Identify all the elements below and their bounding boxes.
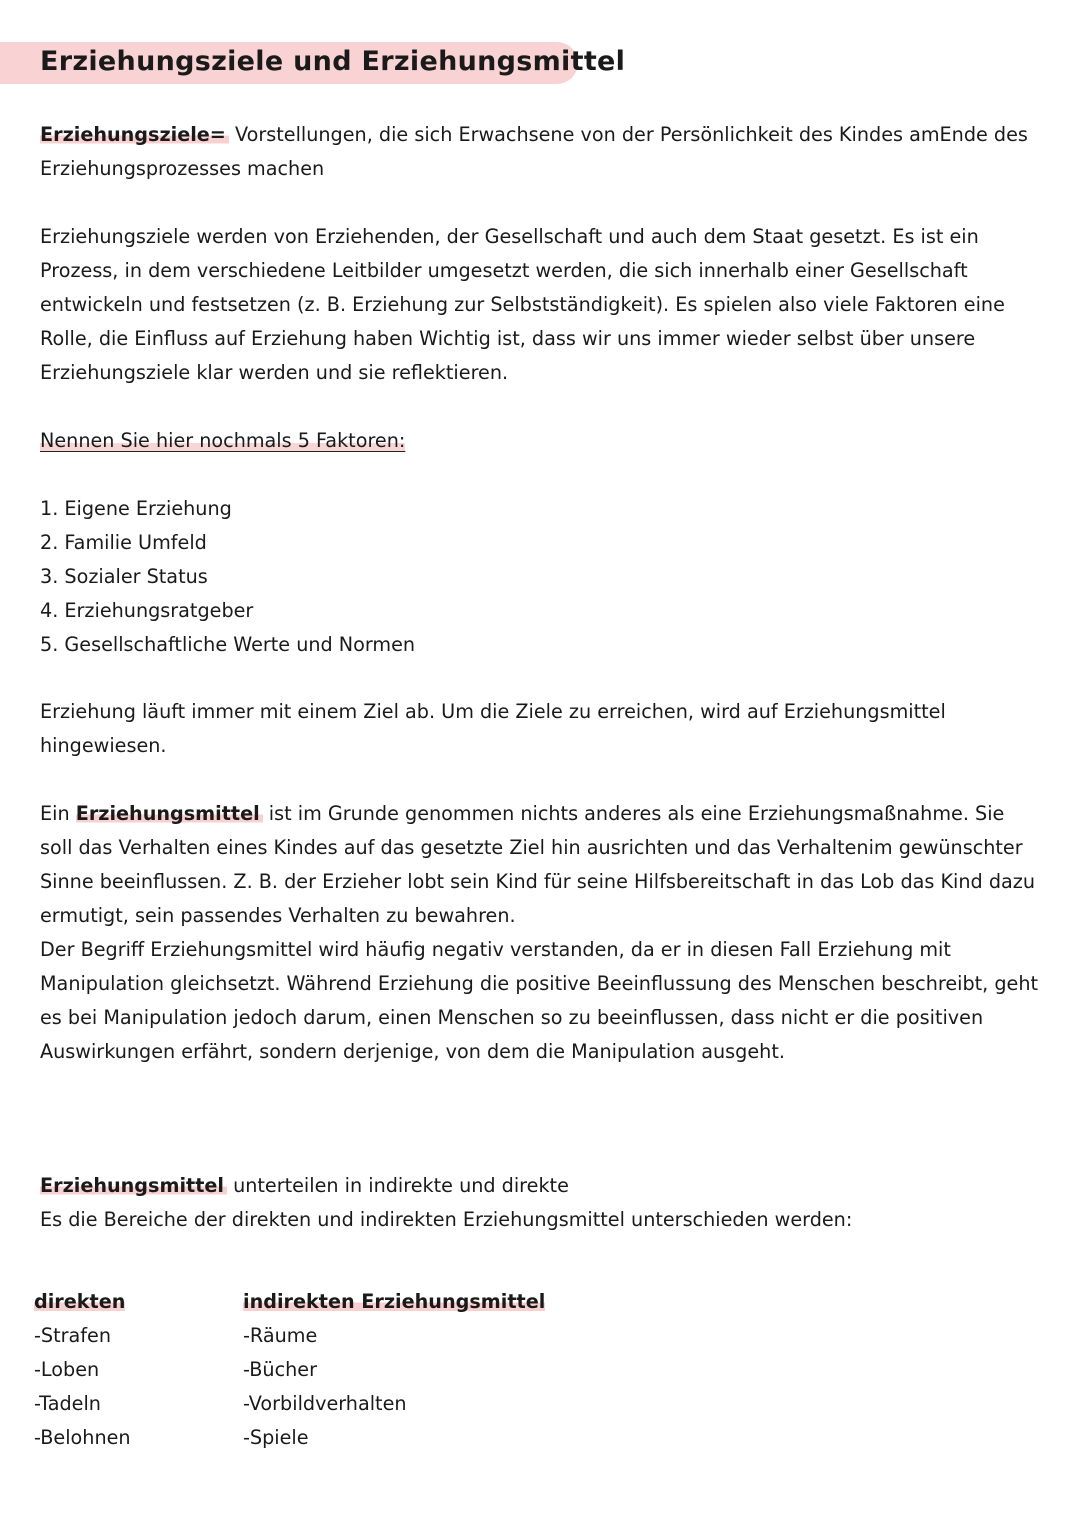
division-line2: Es die Bereiche der direkten und indirekten Erziehungsmittel unterschieden werden: — [40, 1208, 853, 1231]
list-item: -Strafen — [34, 1324, 111, 1347]
definition-text: Vorstellungen, die sich Erwachsene von der Persönlichkeit des Kindes amEnde des Erziehungsprozesses machen — [40, 123, 1028, 180]
list-item: -Belohnen — [34, 1426, 131, 1449]
factors-heading: Nennen Sie hier nochmals 5 Faktoren: — [40, 429, 406, 452]
paragraph-goal-means-text: Erziehung läuft immer mit einem Ziel ab. Um die Ziele zu erreichen, wird auf Erziehungsmittel hingewiesen. — [40, 700, 946, 757]
paragraph-division — [40, 1169, 1040, 1237]
list-item: -Bücher — [243, 1358, 317, 1381]
paragraph-goals — [40, 220, 1040, 390]
factors-heading-block — [40, 424, 1040, 458]
page-title: Erziehungsziele und Erziehungsmittel — [40, 46, 626, 77]
direct-heading: direkten — [34, 1290, 126, 1313]
paragraph-prefix: Ein — [40, 802, 76, 825]
direct-column — [34, 1285, 224, 1455]
paragraph-manipulation: Der Begriff Erziehungsmittel wird häufig negativ verstanden, da er in diesen Fall Erziehung mit Manipulation gleichsetzt. Während Erziehung die positive Beeinflussung des Menschen beschreibt, geht es bei Manipulation jedoch darum, einen Menschen so zu beeinflussen, dass nicht er die positiven Auswirkungen erfährt, sondern derjenige, von dem die Manipulation ausgeht. — [40, 938, 1039, 1063]
means-term: Erziehungsmittel — [76, 802, 263, 825]
factors-list — [40, 492, 1040, 662]
means-text: ist im Grunde genommen nichts anderes als eine Erziehungsmaßnahme. Sie soll das Verhalten eines Kindes auf das gesetzte Ziel hin ausrichten und das Verhaltenim gewünschter Sinne beeinflussen. Z. B. der Erzieher lobt sein Kind für seine Hilfsbereitschaft in das Lob das Kind dazu ermutigt, sein passendes Verhalten zu bewahren. — [40, 802, 1035, 927]
list-item: -Räume — [243, 1324, 318, 1347]
list-item: -Spiele — [243, 1426, 309, 1449]
list-item: -Tadeln — [34, 1392, 101, 1415]
list-item: -Loben — [34, 1358, 100, 1381]
paragraph-means-definition — [40, 797, 1040, 1069]
division-text: unterteilen in indirekte und direkte — [226, 1174, 569, 1197]
definition-term: Erziehungsziele= — [40, 123, 229, 146]
list-item: 4. Erziehungsratgeber — [40, 599, 254, 622]
list-item: 2. Familie Umfeld — [40, 531, 207, 554]
factors-list-block — [40, 492, 1040, 662]
list-item: 5. Gesellschaftliche Werte und Normen — [40, 633, 416, 656]
paragraph-goal-means — [40, 695, 1040, 763]
list-item: 1. Eigene Erziehung — [40, 497, 232, 520]
list-item: -Vorbildverhalten — [243, 1392, 407, 1415]
division-term: Erziehungsmittel — [40, 1174, 227, 1197]
indirect-heading: indirekten Erziehungsmittel — [243, 1290, 546, 1313]
definition-paragraph — [40, 118, 1040, 186]
paragraph-goals-text: Erziehungsziele werden von Erziehenden, der Gesellschaft und auch dem Staat gesetzt. Es ist ein Prozess, in dem verschiedene Leitbilder umgesetzt werden, die sich innerhalb einer Gesellschaft entwickeln und festsetzen (z. B. Erziehung zur Selbstständigkeit). Es spielen also viele Faktoren eine Rolle, die Einfluss auf Erziehung haben Wichtig ist, dass wir uns immer wieder selbst über unsere Erziehungsziele klar werden und sie reflektieren. — [40, 225, 1005, 384]
indirect-column — [243, 1285, 643, 1455]
list-item: 3. Sozialer Status — [40, 565, 208, 588]
